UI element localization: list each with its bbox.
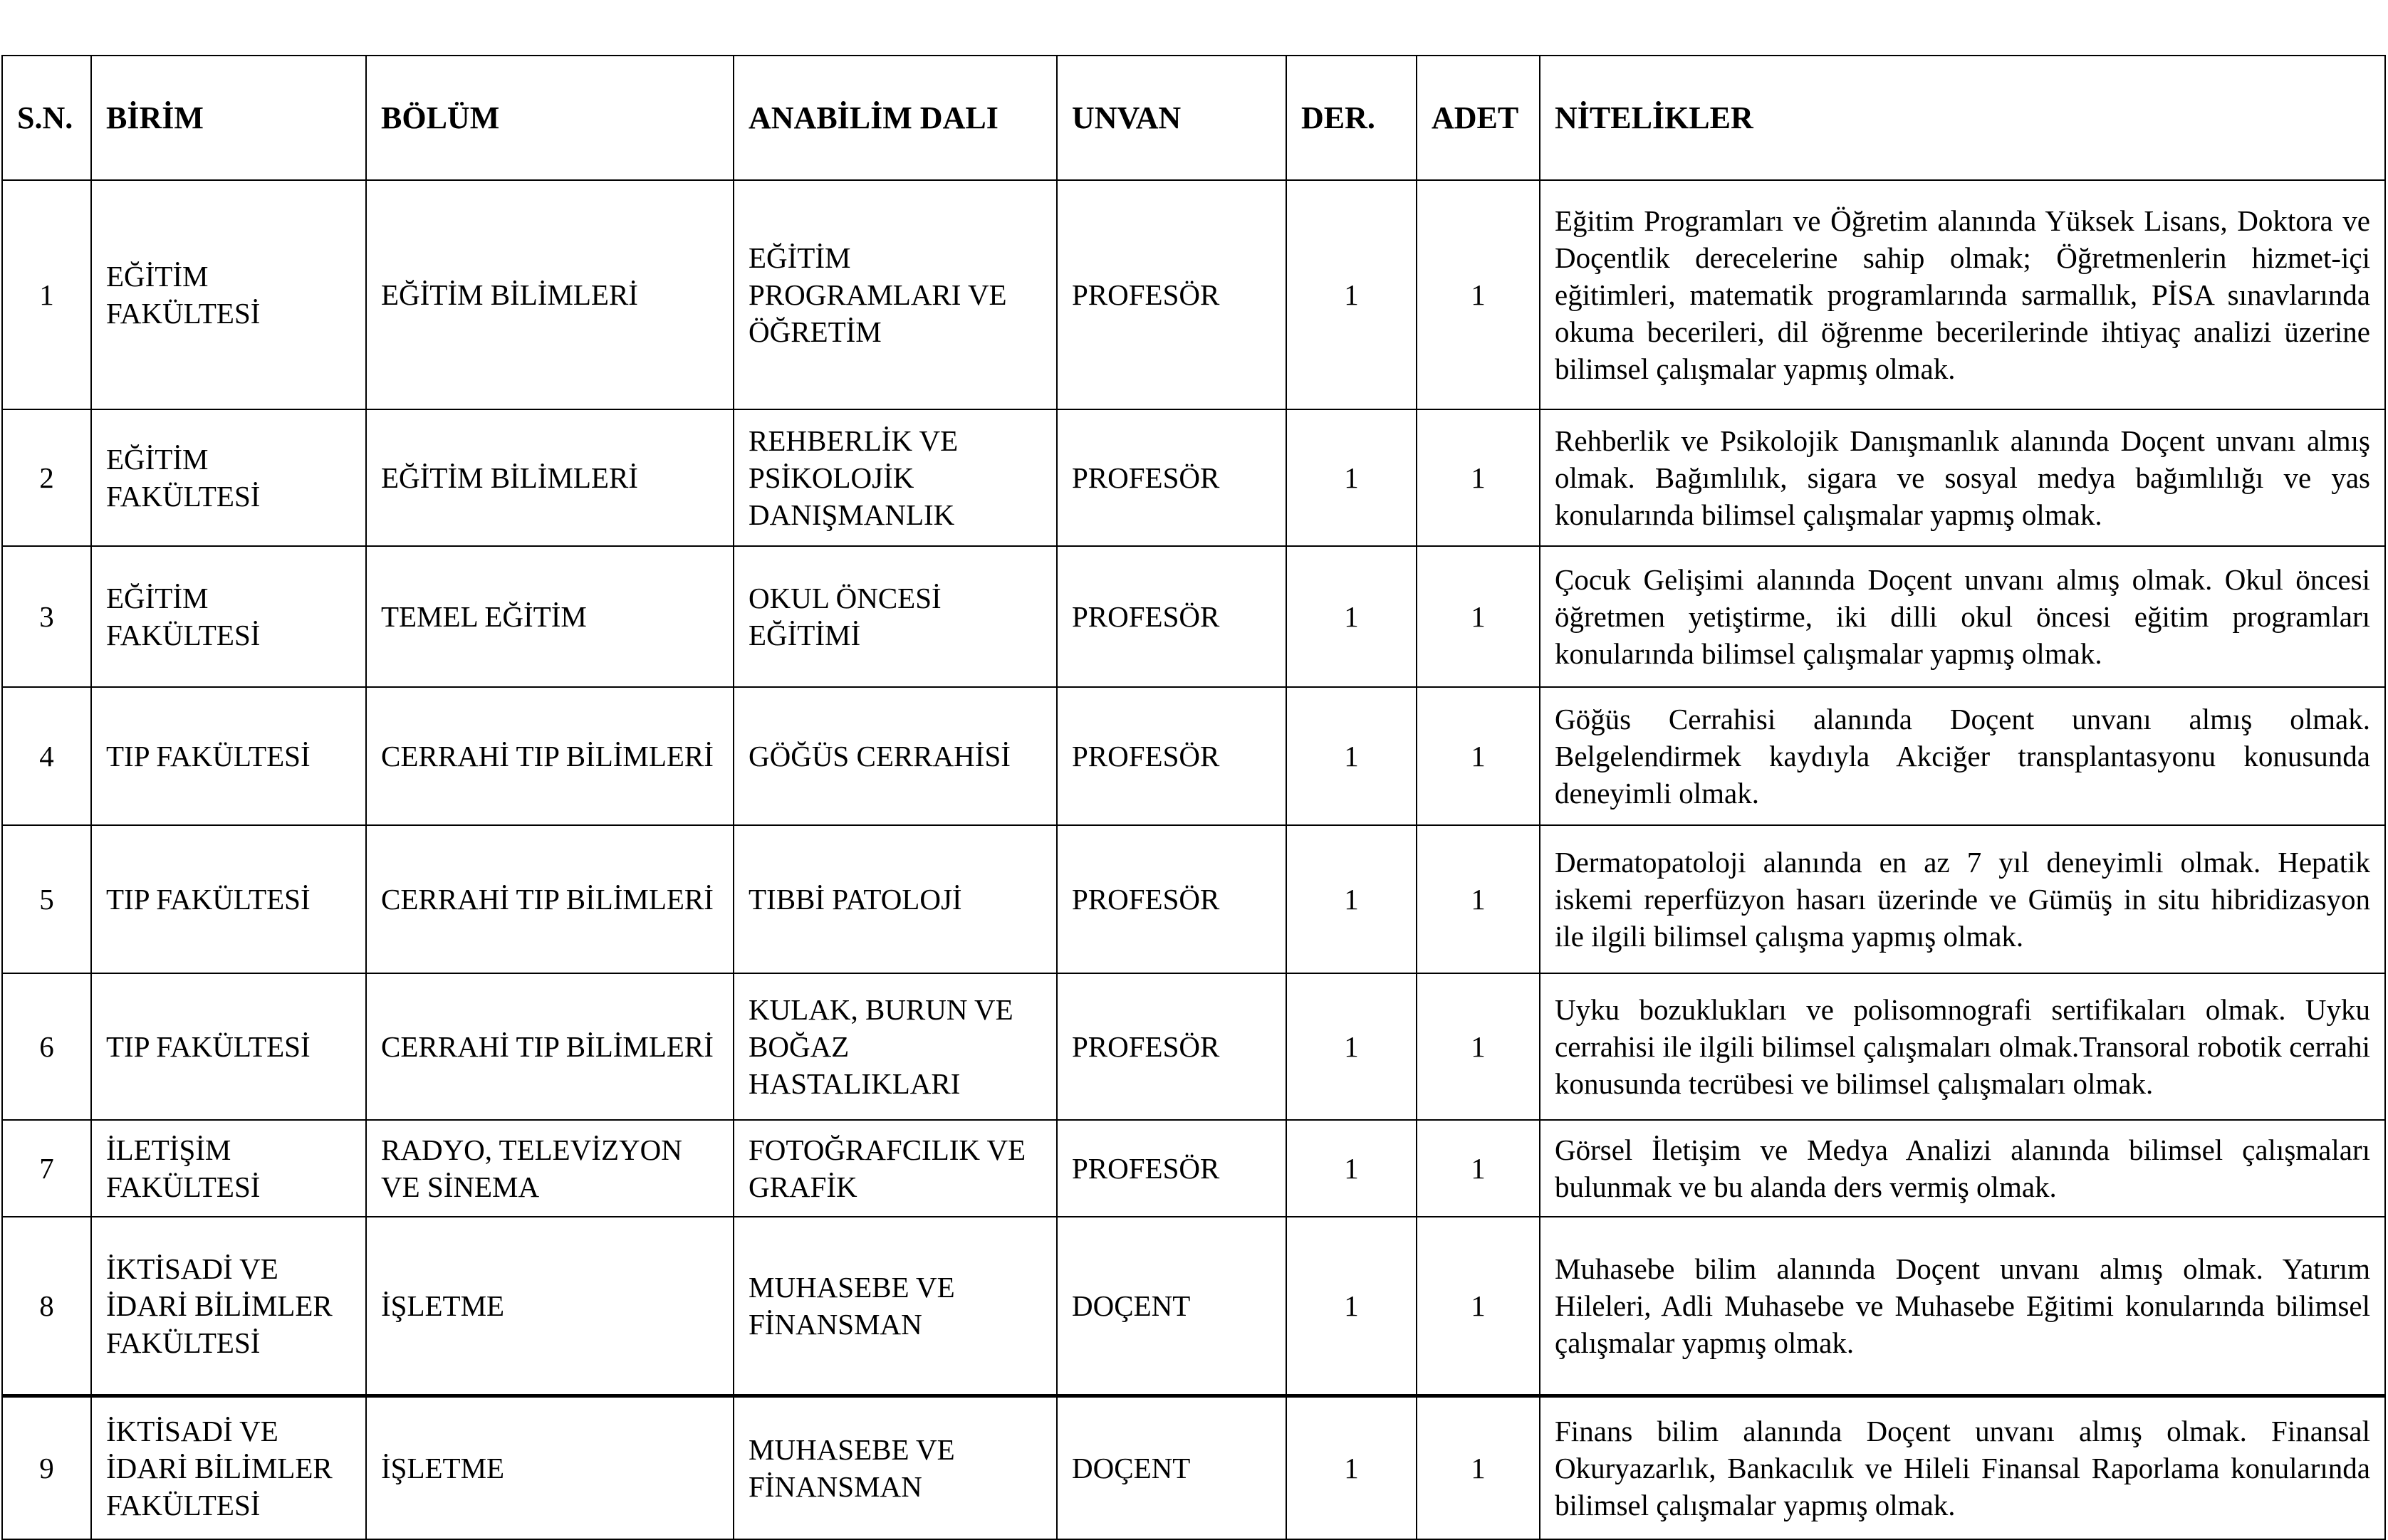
header-anabilim: ANABİLİM DALI	[734, 56, 1057, 180]
cell-bolum: CERRAHİ TIP BİLİMLERİ	[366, 687, 734, 825]
cell-adet: 1	[1417, 973, 1540, 1120]
cell-sn: 2	[2, 409, 91, 546]
cell-anabilim: FOTOĞRAFCILIK VE GRAFİK	[734, 1120, 1057, 1217]
cell-nitelikler: Çocuk Gelişimi alanında Doçent unvanı almış olmak. Okul öncesi öğretmen yetiştirme, iki dilli okul öncesi eğitim programları konularında bilimsel çalışmalar yapmış olmak.	[1540, 546, 2385, 687]
cell-unvan: PROFESÖR	[1057, 687, 1286, 825]
cell-anabilim: MUHASEBE VE FİNANSMAN	[734, 1396, 1057, 1540]
cell-der: 1	[1286, 1217, 1417, 1396]
cell-bolum: TEMEL EĞİTİM	[366, 546, 734, 687]
header-row	[2, 56, 2385, 180]
cell-bolum: İŞLETME	[366, 1396, 734, 1540]
cell-der: 1	[1286, 973, 1417, 1120]
cell-bolum: İŞLETME	[366, 1217, 734, 1396]
table-row	[2, 546, 2385, 687]
header-adet: ADET	[1417, 56, 1540, 180]
cell-adet: 1	[1417, 1120, 1540, 1217]
cell-anabilim: MUHASEBE VE FİNANSMAN	[734, 1217, 1057, 1396]
cell-sn: 3	[2, 546, 91, 687]
table-row	[2, 687, 2385, 825]
header-bolum: BÖLÜM	[366, 56, 734, 180]
cell-sn: 1	[2, 180, 91, 409]
cell-bolum: CERRAHİ TIP BİLİMLERİ	[366, 825, 734, 973]
cell-nitelikler: Finans bilim alanında Doçent unvanı almış olmak. Finansal Okuryazarlık, Bankacılık ve Hileli Finansal Raporlama konularında bilimsel çalışmalar yapmış olmak.	[1540, 1396, 2385, 1540]
cell-der: 1	[1286, 1120, 1417, 1217]
header-birim: BİRİM	[91, 56, 366, 180]
table-row	[2, 409, 2385, 546]
table-row	[2, 1217, 2385, 1396]
table-row	[2, 1396, 2385, 1540]
cell-sn: 5	[2, 825, 91, 973]
cell-anabilim: TIBBİ PATOLOJİ	[734, 825, 1057, 973]
table-row	[2, 1120, 2385, 1217]
cell-adet: 1	[1417, 546, 1540, 687]
cell-birim: EĞİTİM FAKÜLTESİ	[91, 180, 366, 409]
cell-adet: 1	[1417, 825, 1540, 973]
cell-der: 1	[1286, 409, 1417, 546]
cell-adet: 1	[1417, 1217, 1540, 1396]
cell-birim: TIP FAKÜLTESİ	[91, 973, 366, 1120]
cell-anabilim: KULAK, BURUN VE BOĞAZ HASTALIKLARI	[734, 973, 1057, 1120]
cell-bolum: CERRAHİ TIP BİLİMLERİ	[366, 973, 734, 1120]
cell-birim: İKTİSADİ VE İDARİ BİLİMLER FAKÜLTESİ	[91, 1396, 366, 1540]
cell-bolum: RADYO, TELEVİZYON VE SİNEMA	[366, 1120, 734, 1217]
cell-birim: EĞİTİM FAKÜLTESİ	[91, 546, 366, 687]
cell-sn: 8	[2, 1217, 91, 1396]
cell-der: 1	[1286, 687, 1417, 825]
cell-unvan: DOÇENT	[1057, 1396, 1286, 1540]
cell-unvan: DOÇENT	[1057, 1217, 1286, 1396]
table-row	[2, 180, 2385, 409]
cell-der: 1	[1286, 546, 1417, 687]
cell-anabilim: REHBERLİK VE PSİKOLOJİK DANIŞMANLIK	[734, 409, 1057, 546]
cell-bolum: EĞİTİM BİLİMLERİ	[366, 180, 734, 409]
cell-nitelikler: Eğitim Programları ve Öğretim alanında Yüksek Lisans, Doktora ve Doçentlik derecelerine sahip olmak; Öğretmenlerin hizmet-içi eğitimleri, matematik programlarında sarmallık, PİSA sınavlarında okuma becerileri, dil öğrenme becerilerinde ihtiyaç analizi üzerine bilimsel çalışmalar yapmış olmak.	[1540, 180, 2385, 409]
cell-adet: 1	[1417, 409, 1540, 546]
cell-sn: 9	[2, 1396, 91, 1540]
header-unvan: UNVAN	[1057, 56, 1286, 180]
cell-nitelikler: Muhasebe bilim alanında Doçent unvanı almış olmak. Yatırım Hileleri, Adli Muhasebe ve Muhasebe Eğitimi konularında bilimsel çalışmalar yapmış olmak.	[1540, 1217, 2385, 1396]
cell-sn: 6	[2, 973, 91, 1120]
cell-der: 1	[1286, 180, 1417, 409]
cell-unvan: PROFESÖR	[1057, 1120, 1286, 1217]
cell-unvan: PROFESÖR	[1057, 409, 1286, 546]
cell-nitelikler: Dermatopatoloji alanında en az 7 yıl deneyimli olmak. Hepatik iskemi reperfüzyon hasarı üzerinde ve Gümüş in situ hibridizasyon ile ilgili bilimsel çalışma yapmış olmak.	[1540, 825, 2385, 973]
cell-anabilim: EĞİTİM PROGRAMLARI VE ÖĞRETİM	[734, 180, 1057, 409]
cell-birim: TIP FAKÜLTESİ	[91, 825, 366, 973]
cell-unvan: PROFESÖR	[1057, 546, 1286, 687]
cell-sn: 7	[2, 1120, 91, 1217]
cell-adet: 1	[1417, 180, 1540, 409]
cell-anabilim: OKUL ÖNCESİ EĞİTİMİ	[734, 546, 1057, 687]
cell-unvan: PROFESÖR	[1057, 180, 1286, 409]
header-nitelikler: NİTELİKLER	[1540, 56, 2385, 180]
cell-der: 1	[1286, 1396, 1417, 1540]
cell-nitelikler: Göğüs Cerrahisi alanında Doçent unvanı almış olmak. Belgelendirmek kaydıyla Akciğer transplantasyonu konusunda deneyimli olmak.	[1540, 687, 2385, 825]
table-row	[2, 973, 2385, 1120]
cell-der: 1	[1286, 825, 1417, 973]
cell-nitelikler: Görsel İletişim ve Medya Analizi alanında bilimsel çalışmaları bulunmak ve bu alanda ders vermiş olmak.	[1540, 1120, 2385, 1217]
header-der: DER.	[1286, 56, 1417, 180]
cell-adet: 1	[1417, 1396, 1540, 1540]
cell-unvan: PROFESÖR	[1057, 973, 1286, 1120]
cell-nitelikler: Uyku bozuklukları ve polisomnografi sertifikaları olmak. Uyku cerrahisi ile ilgili bilimsel çalışmaları olmak.Transoral robotik cerrahi konusunda tecrübesi ve bilimsel çalışmaları olmak.	[1540, 973, 2385, 1120]
cell-birim: TIP FAKÜLTESİ	[91, 687, 366, 825]
cell-birim: İKTİSADİ VE İDARİ BİLİMLER FAKÜLTESİ	[91, 1217, 366, 1396]
cell-adet: 1	[1417, 687, 1540, 825]
cell-anabilim: GÖĞÜS CERRAHİSİ	[734, 687, 1057, 825]
header-sn: S.N.	[2, 56, 91, 180]
cell-nitelikler: Rehberlik ve Psikolojik Danışmanlık alanında Doçent unvanı almış olmak. Bağımlılık, sigara ve sosyal medya bağımlılığı ve yas konularında bilimsel çalışmalar yapmış olmak.	[1540, 409, 2385, 546]
cell-bolum: EĞİTİM BİLİMLERİ	[366, 409, 734, 546]
cell-birim: İLETİŞİM FAKÜLTESİ	[91, 1120, 366, 1217]
cell-unvan: PROFESÖR	[1057, 825, 1286, 973]
cell-birim: EĞİTİM FAKÜLTESİ	[91, 409, 366, 546]
table-row	[2, 825, 2385, 973]
cell-sn: 4	[2, 687, 91, 825]
positions-table	[1, 55, 2386, 1540]
